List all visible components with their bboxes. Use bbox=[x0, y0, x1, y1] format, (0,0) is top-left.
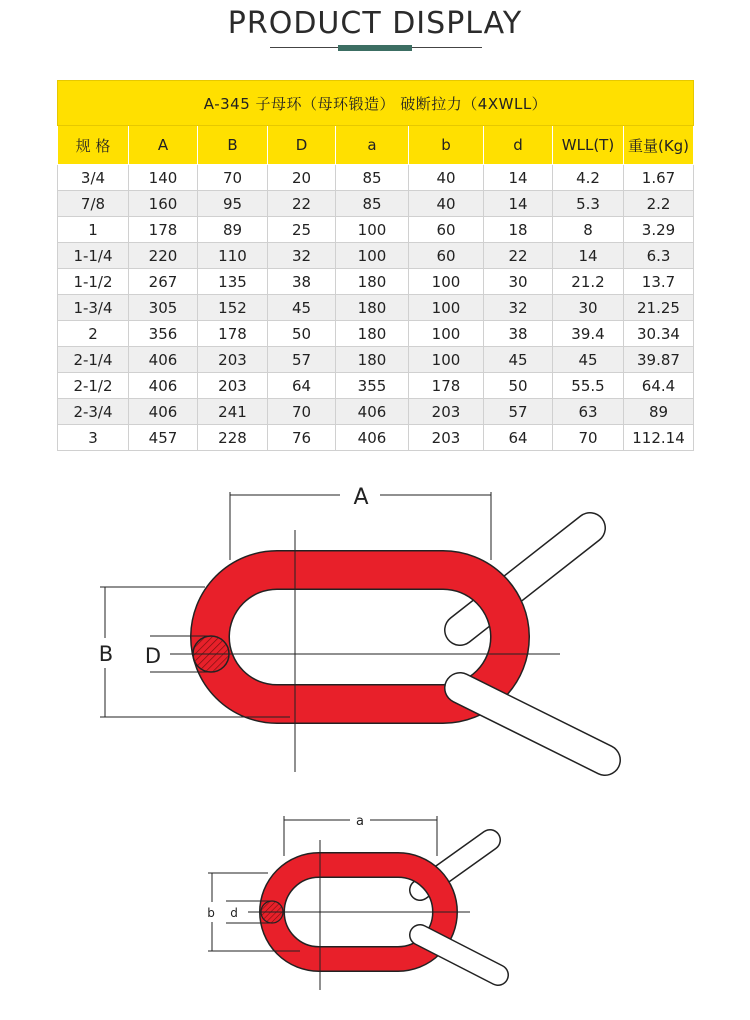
table-caption-row bbox=[58, 81, 694, 126]
table-cell: 140 bbox=[129, 165, 198, 191]
table-cell: 45 bbox=[268, 295, 336, 321]
table-cell: 85 bbox=[336, 165, 409, 191]
table-cell: 50 bbox=[484, 373, 553, 399]
table-cell: 5.3 bbox=[553, 191, 624, 217]
table-cell: 1.67 bbox=[624, 165, 694, 191]
table-cell: 38 bbox=[484, 321, 553, 347]
table-cell: 3/4 bbox=[58, 165, 129, 191]
table-cell: 2-1/2 bbox=[58, 373, 129, 399]
table-row bbox=[58, 425, 694, 451]
table-cell: 178 bbox=[198, 321, 268, 347]
table-body bbox=[58, 165, 694, 451]
table-cell: 203 bbox=[409, 425, 484, 451]
table-cell: 1-1/2 bbox=[58, 269, 129, 295]
table-cell: 40 bbox=[409, 165, 484, 191]
page-title: PRODUCT DISPLAY bbox=[227, 6, 523, 41]
table-cell: 21.25 bbox=[624, 295, 694, 321]
table-cell: 89 bbox=[198, 217, 268, 243]
table-cell: 8 bbox=[553, 217, 624, 243]
table-cell: 2-1/4 bbox=[58, 347, 129, 373]
table-cell: 70 bbox=[198, 165, 268, 191]
column-header: A bbox=[129, 126, 198, 165]
table-cell: 203 bbox=[409, 399, 484, 425]
table-cell: 45 bbox=[553, 347, 624, 373]
table-cell: 1-1/4 bbox=[58, 243, 129, 269]
table-cell: 406 bbox=[336, 425, 409, 451]
table-cell: 64 bbox=[484, 425, 553, 451]
dim-d-label: D bbox=[144, 644, 162, 668]
table-row bbox=[58, 191, 694, 217]
table-cell: 38 bbox=[268, 269, 336, 295]
table-cell: 14 bbox=[484, 165, 553, 191]
column-header: a bbox=[336, 126, 409, 165]
table-cell: 6.3 bbox=[624, 243, 694, 269]
column-header: B bbox=[198, 126, 268, 165]
table-cell: 13.7 bbox=[624, 269, 694, 295]
dim-small-d-label: d bbox=[230, 906, 238, 920]
dim-b-label: B bbox=[98, 642, 114, 666]
table-header-row bbox=[58, 126, 694, 165]
table-cell: 135 bbox=[198, 269, 268, 295]
table-cell: 64.4 bbox=[624, 373, 694, 399]
table-cell: 100 bbox=[409, 269, 484, 295]
table-cell: 305 bbox=[129, 295, 198, 321]
table-cell: 76 bbox=[268, 425, 336, 451]
table-cell: 100 bbox=[409, 347, 484, 373]
table-cell: 32 bbox=[268, 243, 336, 269]
table-cell: 39.4 bbox=[553, 321, 624, 347]
table-cell: 180 bbox=[336, 347, 409, 373]
table-cell: 152 bbox=[198, 295, 268, 321]
table-cell: 100 bbox=[336, 217, 409, 243]
table-cell: 30 bbox=[484, 269, 553, 295]
table-cell: 50 bbox=[268, 321, 336, 347]
table-cell: 70 bbox=[268, 399, 336, 425]
column-header: d bbox=[484, 126, 553, 165]
spec-table bbox=[57, 80, 694, 451]
table-row bbox=[58, 217, 694, 243]
table-cell: 406 bbox=[129, 399, 198, 425]
table-row bbox=[58, 399, 694, 425]
column-header: b bbox=[409, 126, 484, 165]
table-cell: 7/8 bbox=[58, 191, 129, 217]
dim-small-b-label: b bbox=[207, 906, 215, 920]
table-cell: 100 bbox=[336, 243, 409, 269]
column-header: WLL(T) bbox=[553, 126, 624, 165]
table-cell: 4.2 bbox=[553, 165, 624, 191]
table-cell: 406 bbox=[336, 399, 409, 425]
table-cell: 39.87 bbox=[624, 347, 694, 373]
table-cell: 14 bbox=[484, 191, 553, 217]
column-header: 规 格 bbox=[58, 126, 129, 165]
table-cell: 356 bbox=[129, 321, 198, 347]
table-cell: 20 bbox=[268, 165, 336, 191]
table-cell: 14 bbox=[553, 243, 624, 269]
table-cell: 2 bbox=[58, 321, 129, 347]
large-link-diagram bbox=[0, 480, 750, 790]
table-cell: 457 bbox=[129, 425, 198, 451]
table-caption: A-345 子母环（母环锻造） 破断拉力（4XWLL） bbox=[58, 81, 694, 126]
table-cell: 57 bbox=[484, 399, 553, 425]
table-cell: 22 bbox=[268, 191, 336, 217]
table-cell: 57 bbox=[268, 347, 336, 373]
table-cell: 85 bbox=[336, 191, 409, 217]
table-cell: 3.29 bbox=[624, 217, 694, 243]
small-link-diagram bbox=[0, 808, 750, 1008]
table-cell: 21.2 bbox=[553, 269, 624, 295]
table-row bbox=[58, 373, 694, 399]
table-cell: 55.5 bbox=[553, 373, 624, 399]
table-row bbox=[58, 243, 694, 269]
table-row bbox=[58, 347, 694, 373]
table-cell: 45 bbox=[484, 347, 553, 373]
table-cell: 18 bbox=[484, 217, 553, 243]
table-cell: 178 bbox=[129, 217, 198, 243]
table-cell: 3 bbox=[58, 425, 129, 451]
lower-connecting-link bbox=[460, 688, 605, 760]
table-cell: 89 bbox=[624, 399, 694, 425]
table-cell: 2-3/4 bbox=[58, 399, 129, 425]
table-row bbox=[58, 165, 694, 191]
table-cell: 267 bbox=[129, 269, 198, 295]
table-cell: 60 bbox=[409, 243, 484, 269]
table-cell: 355 bbox=[336, 373, 409, 399]
table-cell: 406 bbox=[129, 347, 198, 373]
table-cell: 178 bbox=[409, 373, 484, 399]
table-cell: 25 bbox=[268, 217, 336, 243]
table-cell: 32 bbox=[484, 295, 553, 321]
table-row bbox=[58, 295, 694, 321]
table-cell: 30.34 bbox=[624, 321, 694, 347]
table-cell: 40 bbox=[409, 191, 484, 217]
table-cell: 2.2 bbox=[624, 191, 694, 217]
table-cell: 30 bbox=[553, 295, 624, 321]
table-cell: 241 bbox=[198, 399, 268, 425]
table-cell: 64 bbox=[268, 373, 336, 399]
table-cell: 63 bbox=[553, 399, 624, 425]
table-cell: 100 bbox=[409, 295, 484, 321]
table-cell: 60 bbox=[409, 217, 484, 243]
table-row bbox=[58, 269, 694, 295]
table-row bbox=[58, 321, 694, 347]
table-cell: 100 bbox=[409, 321, 484, 347]
table-cell: 203 bbox=[198, 373, 268, 399]
table-cell: 1-3/4 bbox=[58, 295, 129, 321]
table-cell: 180 bbox=[336, 295, 409, 321]
table-cell: 160 bbox=[129, 191, 198, 217]
table-cell: 228 bbox=[198, 425, 268, 451]
table-cell: 70 bbox=[553, 425, 624, 451]
table-cell: 203 bbox=[198, 347, 268, 373]
table-cell: 180 bbox=[336, 321, 409, 347]
table-cell: 110 bbox=[198, 243, 268, 269]
table-cell: 406 bbox=[129, 373, 198, 399]
table-cell: 220 bbox=[129, 243, 198, 269]
title-accent-bar bbox=[338, 45, 412, 51]
column-header: 重量(Kg) bbox=[624, 126, 694, 165]
table-cell: 1 bbox=[58, 217, 129, 243]
table-cell: 112.14 bbox=[624, 425, 694, 451]
table-cell: 22 bbox=[484, 243, 553, 269]
table-cell: 95 bbox=[198, 191, 268, 217]
dim-small-a-label: a bbox=[356, 814, 364, 829]
table-cell: 180 bbox=[336, 269, 409, 295]
dim-a-label: A bbox=[353, 485, 369, 510]
column-header: D bbox=[268, 126, 336, 165]
